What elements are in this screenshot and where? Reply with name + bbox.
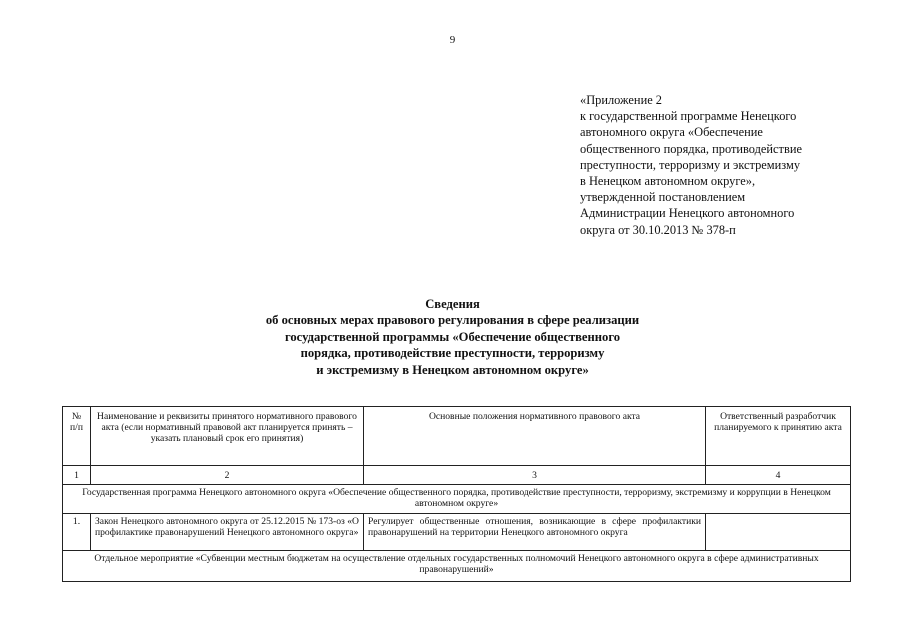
table-header-row — [63, 407, 851, 466]
appendix-line: округа от 30.10.2013 № 378-п — [580, 222, 736, 237]
appendix-line: «Приложение 2 — [580, 93, 662, 107]
title-line: об основных мерах правового регулирования в сфере реализации — [265, 313, 640, 328]
program-row — [63, 485, 851, 514]
page-number: 9 — [449, 34, 456, 46]
column-number: 2 — [91, 466, 364, 485]
title-line: порядка, противодействие преступности, терроризму — [300, 346, 605, 361]
column-number: 4 — [706, 466, 851, 485]
title-line: и экстремизму в Ненецком автономном округе» — [316, 362, 589, 377]
appendix-line: в Ненецком автономном округе», — [580, 174, 756, 189]
column-number-row — [63, 466, 851, 485]
title-line: Сведения — [425, 297, 480, 311]
appendix-line: общественного порядка, противодействие — [580, 141, 802, 156]
measure-title: Отдельное мероприятие «Субвенции местным бюджетам на осуществление отдельных государственных полномочий Ненецкого автономного округа в сфере административных правонарушений» — [63, 551, 851, 582]
header-developer: Ответственный разработчик планируемого к принятию акта — [706, 407, 851, 466]
header-act-name: Наименование и реквизиты принятого нормативного правового акта (если нормативный правовой акт планируется принять – указать плановый срок его принятия) — [91, 407, 364, 466]
document-title — [0, 296, 905, 378]
appendix-block — [580, 92, 880, 238]
appendix-line: преступности, терроризму и экстремизму — [580, 157, 801, 172]
appendix-line: Администрации Ненецкого автономного — [580, 206, 795, 221]
item-provisions: Регулирует общественные отношения, возникающие в сфере профилактики правонарушений на территории Ненецкого автономного округа — [364, 514, 706, 551]
column-number: 1 — [63, 466, 91, 485]
appendix-line: автономного округа «Обеспечение — [580, 125, 763, 140]
header-provisions: Основные положения нормативного правового акта — [364, 407, 706, 466]
appendix-line: утвержденной постановлением — [580, 190, 746, 205]
item-developer — [706, 514, 851, 551]
appendix-line: к государственной программе Ненецкого — [580, 109, 797, 124]
header-num: № п/п — [63, 407, 91, 466]
table-row — [63, 514, 851, 551]
regulation-table — [62, 406, 851, 582]
program-title: Государственная программа Ненецкого автономного округа «Обеспечение общественного порядка, противодействие преступности, терроризму, экстремизму и коррупции в Ненецком автономном округе» — [63, 485, 851, 514]
item-act-name: Закон Ненецкого автономного округа от 25.12.2015 № 173-оз «О профилактике правонарушений Ненецкого автономного округа» — [91, 514, 364, 551]
measure-row — [63, 551, 851, 582]
column-number: 3 — [364, 466, 706, 485]
item-num: 1. — [63, 514, 91, 551]
title-line: государственной программы «Обеспечение общественного — [284, 329, 621, 344]
